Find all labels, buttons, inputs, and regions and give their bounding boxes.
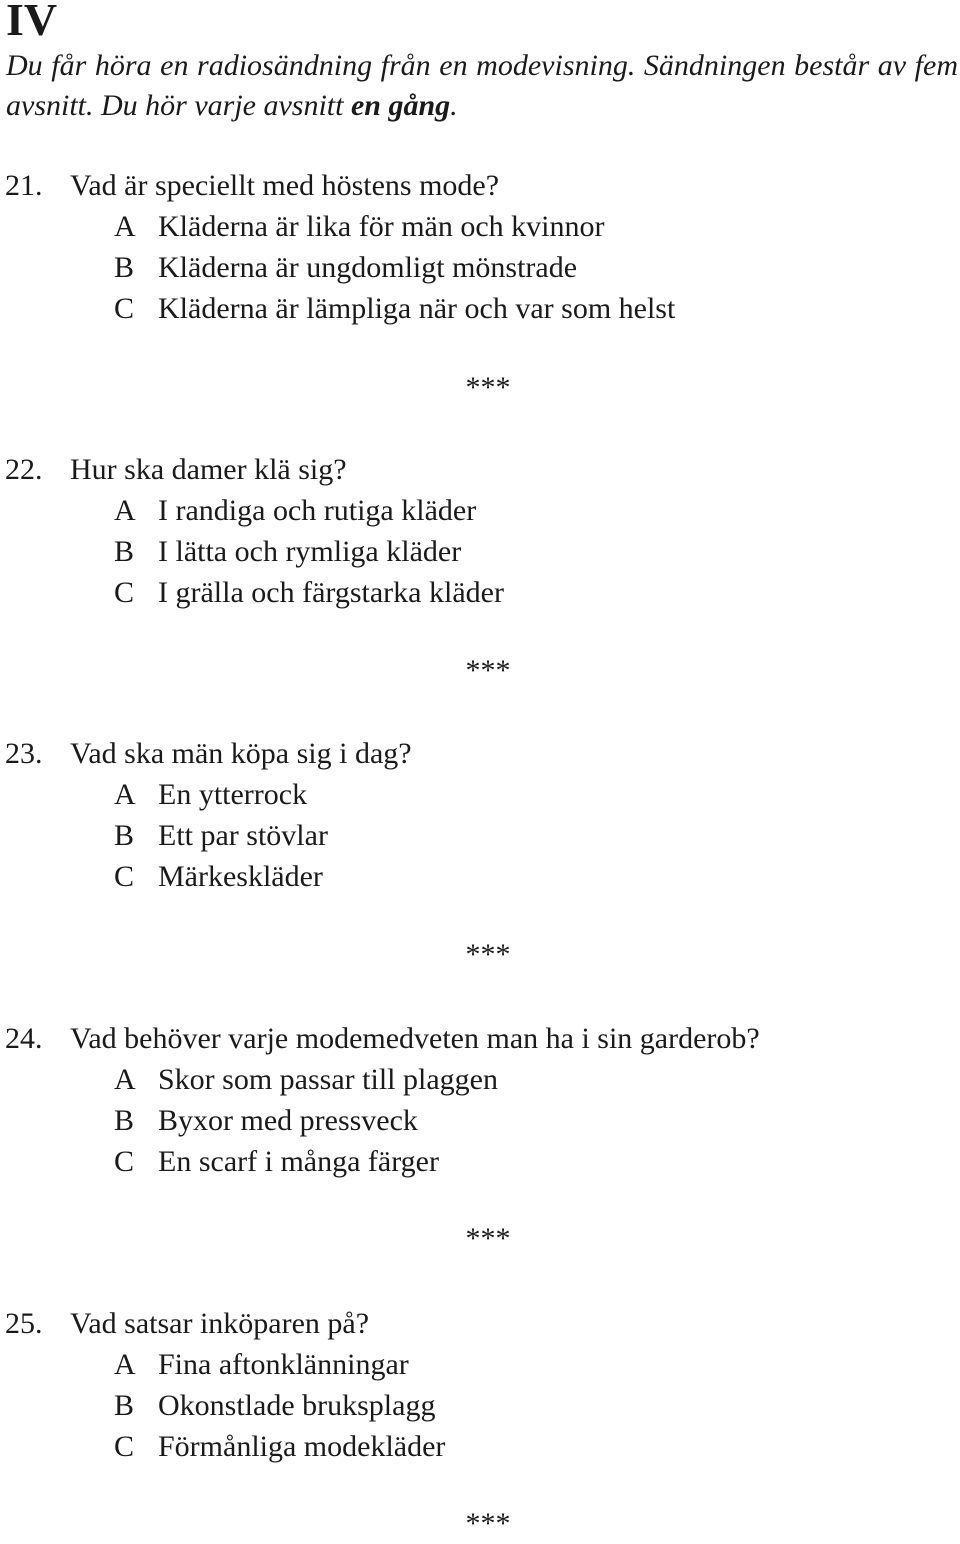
option-letter: C: [114, 292, 135, 325]
option-letter: A: [114, 494, 136, 527]
option-c[interactable]: [0, 1141, 960, 1182]
option-letter: C: [114, 1145, 135, 1178]
separator: ***: [465, 654, 511, 687]
instructions-text: Du får höra en radiosändning från en modevisning. Sändningen består av fem avsnitt. Du hör varje avsnitt: [6, 49, 958, 122]
question-text: Hur ska damer klä sig?: [70, 453, 347, 486]
option-letter: C: [114, 576, 135, 609]
option-a[interactable]: [0, 1059, 960, 1100]
instructions-end: .: [450, 89, 458, 122]
option-letter: A: [114, 1348, 136, 1381]
option-text: I lätta och rymliga kläder: [158, 535, 462, 568]
option-text: En ytterrock: [158, 778, 308, 811]
question-stem: [0, 449, 960, 490]
option-a[interactable]: [0, 206, 960, 247]
option-letter: A: [114, 778, 136, 811]
option-b[interactable]: [0, 1385, 960, 1426]
separator: ***: [465, 938, 511, 971]
question-number: 24.: [5, 1022, 43, 1055]
option-text: Skor som passar till plaggen: [158, 1063, 498, 1096]
question-22: [0, 449, 960, 613]
option-text: I grälla och färgstarka kläder: [158, 576, 504, 609]
option-text: Fina aftonklänningar: [158, 1348, 409, 1381]
instructions-emphasis: en gång: [350, 89, 451, 122]
option-a[interactable]: [0, 774, 960, 815]
option-c[interactable]: [0, 288, 960, 329]
question-text: Vad behöver varje modemedveten man ha i sin garderob?: [70, 1022, 760, 1055]
option-a[interactable]: [0, 490, 960, 531]
option-text: En scarf i många färger: [158, 1145, 439, 1178]
question-text: Vad ska män köpa sig i dag?: [70, 737, 412, 770]
option-c[interactable]: [0, 1426, 960, 1467]
option-b[interactable]: [0, 1100, 960, 1141]
separator: ***: [465, 1222, 511, 1255]
option-c[interactable]: [0, 856, 960, 897]
option-letter: B: [114, 535, 135, 568]
option-text: Märkeskläder: [158, 860, 323, 893]
section-instructions: [6, 46, 958, 126]
question-text: Vad satsar inköparen på?: [70, 1307, 370, 1340]
option-text: Förmånliga modekläder: [158, 1430, 446, 1463]
question-number: 21.: [5, 169, 43, 202]
option-b[interactable]: [0, 531, 960, 572]
option-letter: C: [114, 860, 135, 893]
question-number: 22.: [5, 453, 43, 486]
option-letter: B: [114, 251, 135, 284]
option-letter: A: [114, 210, 136, 243]
option-b[interactable]: [0, 815, 960, 856]
question-21: [0, 165, 960, 329]
option-text: Kläderna är lika för män och kvinnor: [158, 210, 605, 243]
question-stem: [0, 165, 960, 206]
option-text: Kläderna är ungdomligt mönstrade: [158, 251, 578, 284]
question-stem: [0, 733, 960, 774]
option-text: Okonstlade bruksplagg: [158, 1389, 436, 1422]
question-stem: [0, 1018, 960, 1059]
option-letter: B: [114, 819, 135, 852]
option-text: Ett par stövlar: [158, 819, 328, 852]
option-text: Byxor med pressveck: [158, 1104, 418, 1137]
question-number: 23.: [5, 737, 43, 770]
option-letter: A: [114, 1063, 136, 1096]
separator: ***: [465, 1507, 511, 1540]
option-c[interactable]: [0, 572, 960, 613]
question-text: Vad är speciellt med höstens mode?: [70, 169, 500, 202]
question-24: [0, 1018, 960, 1182]
separator: ***: [465, 371, 511, 404]
option-text: I randiga och rutiga kläder: [158, 494, 477, 527]
question-23: [0, 733, 960, 897]
option-a[interactable]: [0, 1344, 960, 1385]
question-number: 25.: [5, 1307, 43, 1340]
section-title: IV: [6, 0, 58, 45]
option-letter: B: [114, 1104, 135, 1137]
option-b[interactable]: [0, 247, 960, 288]
option-letter: B: [114, 1389, 135, 1422]
option-text: Kläderna är lämpliga när och var som helst: [158, 292, 676, 325]
question-25: [0, 1303, 960, 1467]
option-letter: C: [114, 1430, 135, 1463]
question-stem: [0, 1303, 960, 1344]
